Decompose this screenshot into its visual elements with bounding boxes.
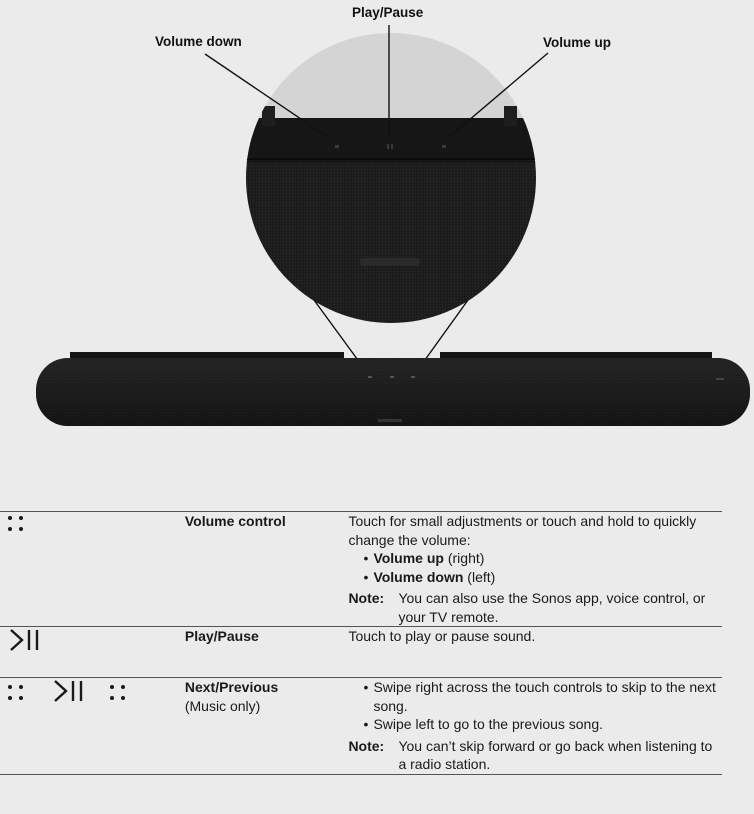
dots-icon: [8, 681, 26, 701]
callout-volume-up: Volume up: [543, 35, 612, 50]
control-name: Volume control: [184, 513, 286, 529]
table-row: [0, 512, 722, 627]
note-label: Note:: [348, 590, 385, 606]
note-text: You can’t skip forward or go back when listening to a radio station.: [398, 737, 713, 772]
list-item: • Swipe left to go to the previous song.: [362, 715, 722, 734]
volume-up-button-icon: [442, 145, 446, 148]
soundbar: [36, 352, 750, 426]
list-item: • Swipe right across the touch controls to skip to the next song.: [362, 678, 722, 715]
note: [348, 737, 722, 774]
volume-dots-icon: [8, 512, 26, 532]
list-item: • Volume up (right): [362, 549, 722, 568]
control-name: Play/Pause: [184, 628, 259, 644]
note-text: You can also use the Sonos app, voice control, or your TV remote.: [398, 590, 706, 625]
callout-play-pause: Play/Pause: [352, 5, 424, 20]
control-name: Next/Previous: [184, 679, 279, 695]
table-row: [0, 678, 722, 775]
play-pause-icon: [8, 627, 42, 653]
note-label: Note:: [348, 737, 385, 754]
table-row: [0, 627, 722, 678]
list-item: • Volume down (left): [362, 568, 722, 587]
magnifier-circle: [230, 33, 550, 348]
bullet-list: [348, 549, 722, 586]
dots-icon: [110, 681, 128, 701]
control-description: Touch for small adjustments or touch and hold to quickly change the volume:: [348, 513, 697, 548]
play-pause-icon: [52, 678, 86, 704]
controls-table: [0, 511, 722, 775]
play-pause-button-icon: [387, 144, 389, 149]
note: [348, 589, 722, 626]
callout-volume-down: Volume down: [155, 34, 242, 49]
bullet-list: [348, 678, 722, 734]
volume-down-button-icon: [335, 145, 339, 148]
control-description: Touch to play or pause sound.: [348, 628, 536, 644]
control-subtitle: (Music only): [184, 697, 261, 714]
sonos-logo-icon: [360, 258, 420, 266]
